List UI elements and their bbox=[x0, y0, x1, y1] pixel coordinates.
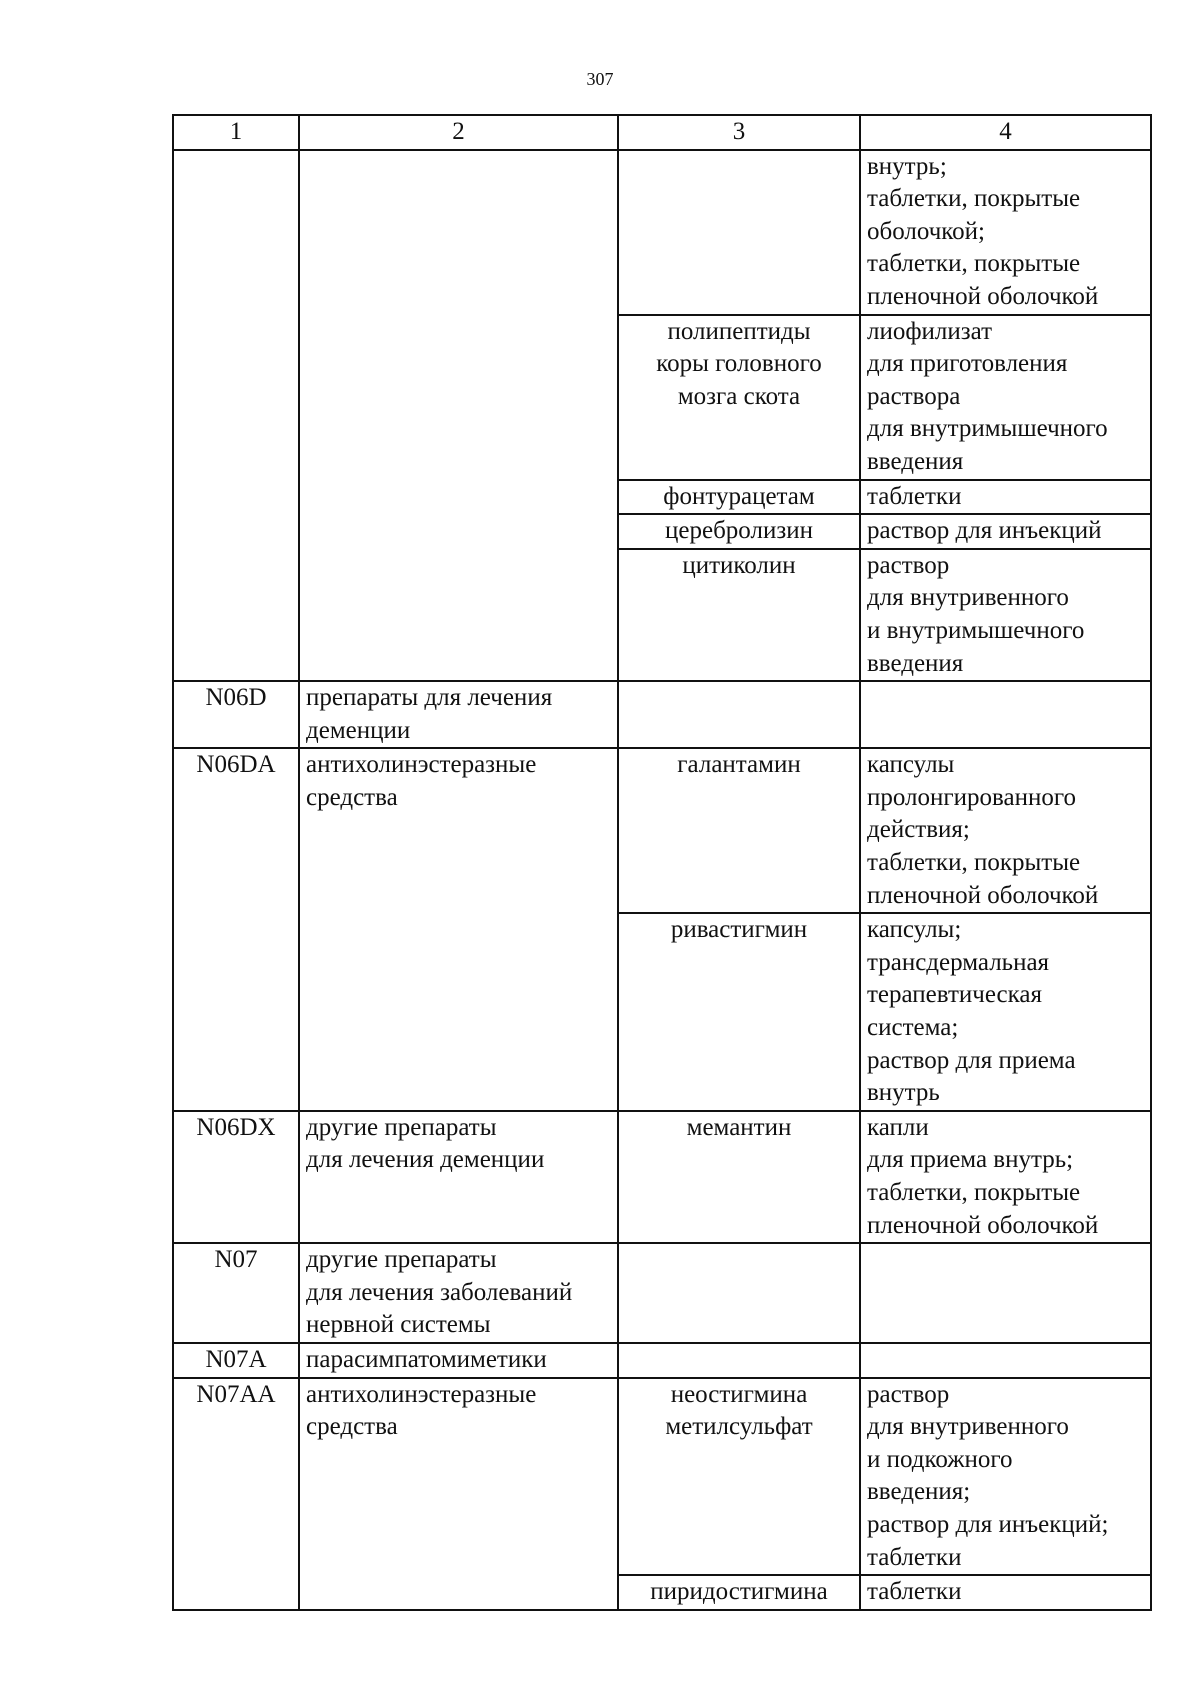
dosage-form-cell: капсулы; трансдермальная терапевтическая система; раствор для приема внутрь bbox=[860, 913, 1151, 1111]
dosage-form-cell: таблетки bbox=[860, 1575, 1151, 1610]
dosage-form-cell: внутрь; таблетки, покрытые оболочкой; таблетки, покрытые пленочной оболочкой bbox=[860, 150, 1151, 315]
table-row bbox=[173, 1343, 1151, 1378]
atc-code-cell: N07AA bbox=[173, 1378, 299, 1610]
drug-name-cell: галантамин bbox=[618, 748, 860, 913]
group-cell-continued bbox=[299, 150, 618, 682]
table-row bbox=[173, 1111, 1151, 1243]
column-header-1: 1 bbox=[173, 115, 299, 150]
drug-name-cell-empty bbox=[618, 681, 860, 748]
group-name-cell: антихолинэстеразные средства bbox=[299, 1378, 618, 1610]
dosage-form-cell: раствор для внутривенного и подкожного введения; раствор для инъекций; таблетки bbox=[860, 1378, 1151, 1576]
dosage-form-cell: капсулы пролонгированного действия; таблетки, покрытые пленочной оболочкой bbox=[860, 748, 1151, 913]
drug-name-cell: мемантин bbox=[618, 1111, 860, 1243]
table-row bbox=[173, 150, 1151, 315]
table-row bbox=[173, 748, 1151, 913]
drug-name-cell: ривастигмин bbox=[618, 913, 860, 1111]
drug-name-cell-empty bbox=[618, 1343, 860, 1378]
dosage-form-cell: лиофилизат для приготовления раствора для внутримышечного введения bbox=[860, 315, 1151, 480]
atc-code-cell: N06D bbox=[173, 681, 299, 748]
dosage-form-cell-empty bbox=[860, 681, 1151, 748]
column-header-3: 3 bbox=[618, 115, 860, 150]
atc-code-cell: N07A bbox=[173, 1343, 299, 1378]
group-name-cell: антихолинэстеразные средства bbox=[299, 748, 618, 1111]
atc-code-cell: N07 bbox=[173, 1243, 299, 1343]
table-header-row bbox=[173, 115, 1151, 150]
drug-name-cell bbox=[618, 150, 860, 315]
dosage-form-cell: раствор для инъекций bbox=[860, 514, 1151, 549]
group-name-cell: препараты для лечения деменции bbox=[299, 681, 618, 748]
atc-code-cell: N06DA bbox=[173, 748, 299, 1111]
group-name-cell: другие препараты для лечения заболеваний нервной системы bbox=[299, 1243, 618, 1343]
drug-name-cell: фонтурацетам bbox=[618, 480, 860, 515]
drug-name-cell: пиридостигмина bbox=[618, 1575, 860, 1610]
table-row bbox=[173, 681, 1151, 748]
group-name-cell: парасимпатомиметики bbox=[299, 1343, 618, 1378]
drug-name-cell: неостигмина метилсульфат bbox=[618, 1378, 860, 1576]
page-number: 307 bbox=[586, 69, 614, 89]
atc-code-cell: N06DX bbox=[173, 1111, 299, 1243]
drug-name-cell-empty bbox=[618, 1243, 860, 1343]
drug-table bbox=[172, 114, 1152, 1611]
column-header-4: 4 bbox=[860, 115, 1151, 150]
table-row bbox=[173, 1243, 1151, 1343]
drug-name-cell: цитиколин bbox=[618, 549, 860, 681]
dosage-form-cell: раствор для внутривенного и внутримышечного введения bbox=[860, 549, 1151, 681]
drug-name-cell: полипептиды коры головного мозга скота bbox=[618, 315, 860, 480]
column-header-2: 2 bbox=[299, 115, 618, 150]
dosage-form-cell-empty bbox=[860, 1243, 1151, 1343]
group-name-cell: другие препараты для лечения деменции bbox=[299, 1111, 618, 1243]
drug-name-cell: церебролизин bbox=[618, 514, 860, 549]
dosage-form-cell: капли для приема внутрь; таблетки, покрытые пленочной оболочкой bbox=[860, 1111, 1151, 1243]
code-cell-continued bbox=[173, 150, 299, 682]
dosage-form-cell: таблетки bbox=[860, 480, 1151, 515]
dosage-form-cell-empty bbox=[860, 1343, 1151, 1378]
table-row bbox=[173, 1378, 1151, 1576]
